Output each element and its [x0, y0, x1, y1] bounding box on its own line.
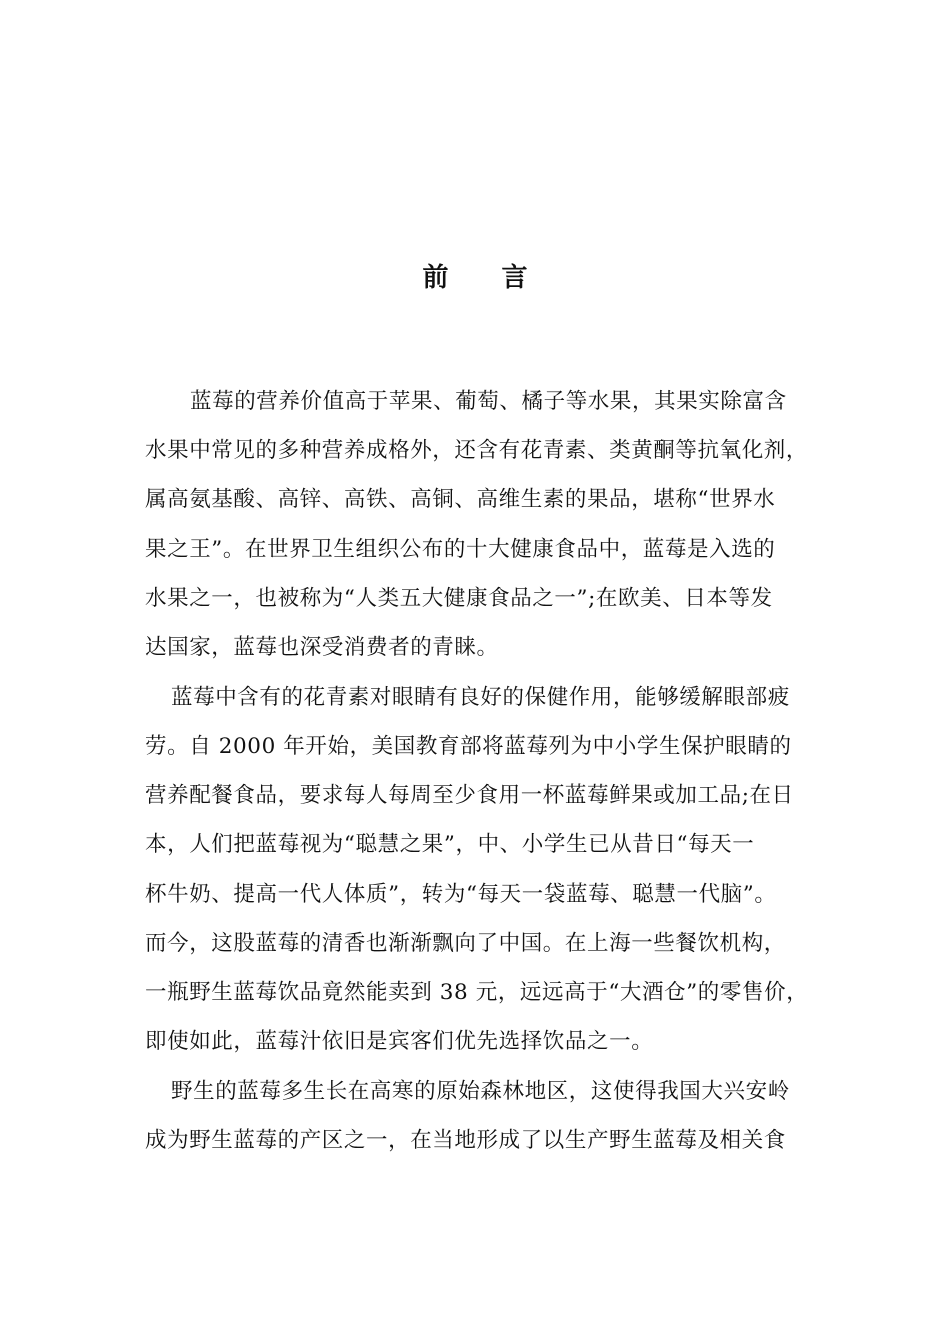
paragraph-2-line-7: 一瓶野生蓝莓饮品竟然能卖到 38 元，远远高于“大酒仓”的零售价， [145, 980, 809, 1005]
paragraph-2-line-1: 蓝莓中含有的花青素对眼睛有良好的保健作用，能够缓解眼部疲 [171, 685, 790, 710]
paragraph-2-line-4: 本，人们把蓝莓视为“聪慧之果”，中、小学生已从昔日“每天一 [145, 832, 755, 857]
page-title: 前 言 [422, 263, 550, 293]
paragraph-1-line-1: 蓝莓的营养价值高于苹果、葡萄、橘子等水果，其果实除富含 [190, 389, 787, 414]
paragraph-2-line-2: 劳。自 2000 年开始，美国教育部将蓝莓列为中小学生保护眼睛的 [145, 734, 792, 759]
paragraph-3-line-1: 野生的蓝莓多生长在高寒的原始森林地区，这使得我国大兴安岭 [171, 1079, 790, 1104]
paragraph-1-line-6: 达国家，蓝莓也深受消费者的青睐。 [145, 635, 499, 660]
paragraph-2-line-8: 即使如此，蓝莓汁依旧是宾客们优先选择饮品之一。 [145, 1029, 654, 1054]
paragraph-2-line-5: 杯牛奶、提高一代人体质”，转为“每天一袋蓝莓、聪慧一代脑”。 [145, 882, 777, 907]
paragraph-2-line-3: 营养配餐食品，要求每人每周至少食用一杯蓝莓鲜果或加工品;在日 [145, 783, 794, 808]
paragraph-1-line-3: 属高氨基酸、高锌、高铁、高铜、高维生素的果品，堪称“世界水 [145, 487, 776, 512]
paragraph-1-line-2: 水果中常见的多种营养成格外，还含有花青素、类黄酮等抗氧化剂， [145, 438, 809, 463]
paragraph-1-line-4: 果之王”。在世界卫生组织公布的十大健康食品中，蓝莓是入选的 [145, 537, 776, 562]
paragraph-1-line-5: 水果之一，也被称为“人类五大健康食品之一”;在欧美、日本等发 [145, 586, 773, 611]
paragraph-2-line-6: 而今，这股蓝莓的清香也渐渐飘向了中国。在上海一些餐饮机构， [145, 931, 786, 956]
paragraph-3-line-2: 成为野生蓝莓的产区之一，在当地形成了以生产野生蓝莓及相关食 [145, 1128, 786, 1153]
